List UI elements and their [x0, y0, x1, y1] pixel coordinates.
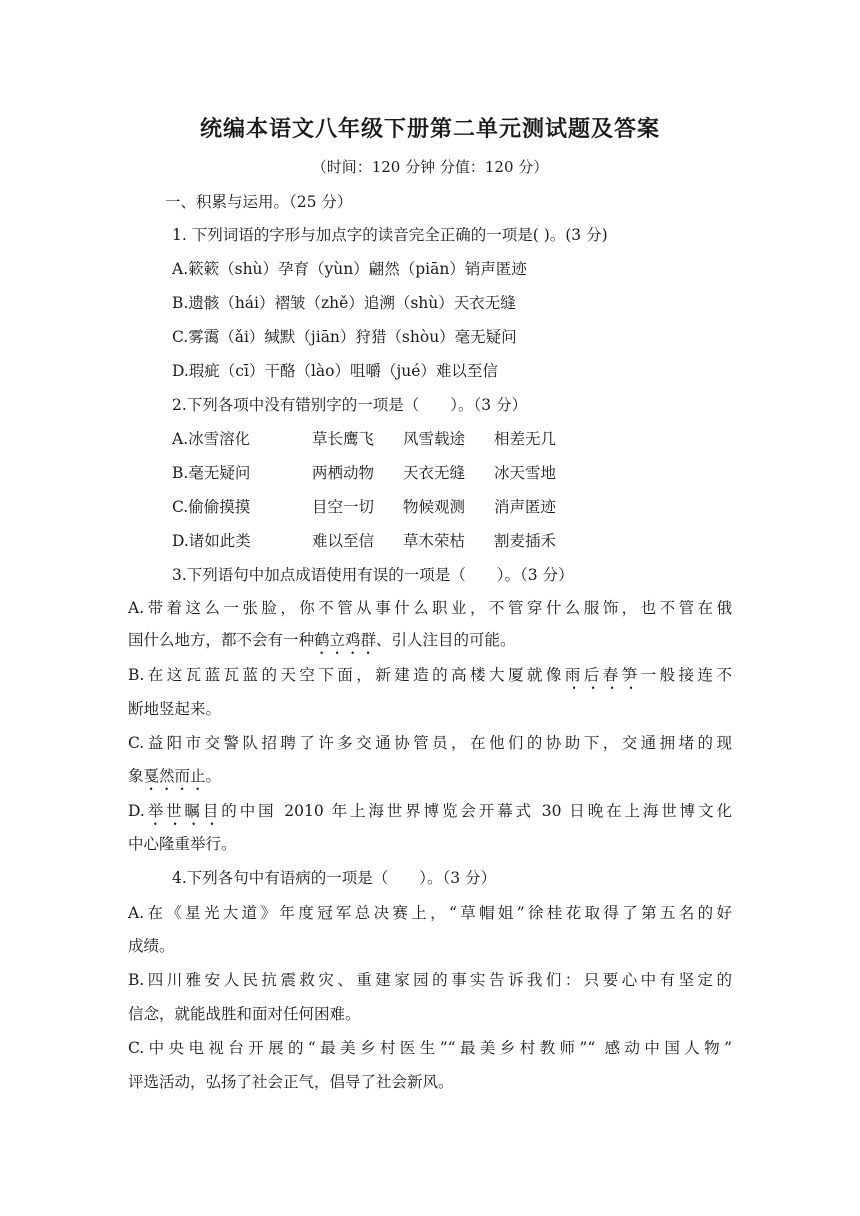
- option-term: 草长鹰飞: [312, 430, 375, 448]
- option-term: 割麦插禾: [494, 532, 557, 550]
- question-2-stem: 2.下列各项中没有错别字的一项是（ ）。（3 分）: [172, 396, 528, 414]
- question-1-option-d: D.瑕疵（cī）干酪（lào）咀嚼（jué）难以至信: [172, 362, 498, 380]
- text-run: 。: [205, 767, 222, 785]
- option-term: B.毫无疑问: [172, 464, 251, 482]
- option-term: 草木荣枯: [403, 532, 466, 550]
- dotted-idiom: 鹤立鸡群: [314, 631, 377, 649]
- question-3-option-b-line-2: 断地竖起来。: [128, 700, 222, 718]
- text-run: D.: [128, 802, 145, 820]
- option-term: 相差无几: [494, 430, 557, 448]
- question-3-option-c-line-2: [128, 764, 221, 794]
- question-4-option-b-line-2: 信念，就能战胜和面对任何困难。: [128, 1005, 361, 1023]
- question-3-option-c-line-1: C.益阳市交警队招聘了许多交通协管员，在他们的协助下，交通拥堵的现: [128, 734, 732, 752]
- question-3-option-d-line-1: [128, 799, 732, 829]
- question-4-option-c-line-2: 评选活动，弘扬了社会正气，倡导了社会新风。: [128, 1073, 454, 1091]
- option-term: 天衣无缝: [403, 464, 466, 482]
- question-2-option-a: [172, 427, 556, 449]
- option-term: A.冰雪溶化: [172, 430, 251, 448]
- question-2-option-d: [172, 529, 556, 551]
- text-run: B.在这瓦蓝瓦蓝的天空下面，新建造的高楼大厦就像: [128, 666, 565, 684]
- question-1-option-a: A.簌簌（shù）孕育（yùn）翩然（piān）销声匿迹: [172, 260, 527, 278]
- question-2-option-b: [172, 461, 556, 483]
- question-3-stem: 3.下列语句中加点成语使用有误的一项是（ ）。（3 分）: [172, 566, 574, 584]
- option-term: 物候观测: [403, 498, 466, 516]
- dotted-idiom: 戛然而止: [143, 767, 206, 785]
- question-4-option-c-line-1: C.中央电视台开展的“最美乡村医生”“最美乡村教师”“ 感动中国人物”: [128, 1039, 732, 1057]
- text-run: 的中国 2010 年上海世界博览会开幕式 30 日晚在上海世博文化: [221, 802, 732, 820]
- option-term: 目空一切: [312, 498, 375, 516]
- text-run: 一般接连不: [640, 666, 732, 684]
- option-term: D.诸如此类: [172, 532, 251, 550]
- option-term: 风雪载途: [403, 430, 466, 448]
- dotted-idiom: 雨后春笋: [564, 666, 641, 684]
- question-3-option-a-line-2: [128, 628, 516, 658]
- section-heading: 一、积累与运用。（25 分）: [165, 193, 353, 211]
- option-term: 难以至信: [312, 532, 375, 550]
- question-4-stem: 4.下列各句中有语病的一项是（ ）。（3 分）: [172, 869, 497, 887]
- question-2-option-c: [172, 495, 556, 517]
- dotted-idiom: 举世瞩目: [144, 802, 222, 820]
- question-4-option-a-line-2: 成绩。: [128, 937, 175, 955]
- document-subtitle: （时间：120 分钟 分值：120 分）: [311, 158, 549, 176]
- option-term: 冰天雪地: [494, 464, 557, 482]
- question-1-option-b: B.遗骸（hái）褶皱（zhě）追溯（shù）天衣无缝: [172, 294, 516, 312]
- text-run: 、引人注目的可能。: [376, 631, 516, 649]
- question-3-option-b-line-1: [128, 663, 732, 693]
- text-run: 象: [128, 767, 144, 785]
- option-term: C.偷偷摸摸: [172, 498, 251, 516]
- question-1-stem: 1. 下列词语的字形与加点字的读音完全正确的一项是( )。(3 分): [172, 226, 608, 244]
- option-term: 两栖动物: [312, 464, 375, 482]
- question-1-option-c: C.雾霭（ǎi）缄默（jiān）狩猎（shòu）毫无疑问: [172, 328, 517, 346]
- question-3-option-a-line-1: A.带着这么一张脸，你不管从事什么职业，不管穿什么服饰，也不管在俄: [128, 599, 732, 617]
- question-4-option-a-line-1: A.在《星光大道》年度冠军总决赛上，“草帽姐”徐桂花取得了第五名的好: [128, 904, 732, 922]
- question-4-option-b-line-1: B.四川雅安人民抗震救灾、重建家园的事实告诉我们：只要心中有坚定的: [128, 971, 732, 989]
- question-3-option-d-line-2: 中心隆重举行。: [128, 835, 237, 853]
- text-run: 国什么地方，都不会有一种: [128, 631, 315, 649]
- document-title: 统编本语文八年级下册第二单元测试题及答案: [199, 117, 660, 142]
- option-term: 消声匿迹: [494, 498, 557, 516]
